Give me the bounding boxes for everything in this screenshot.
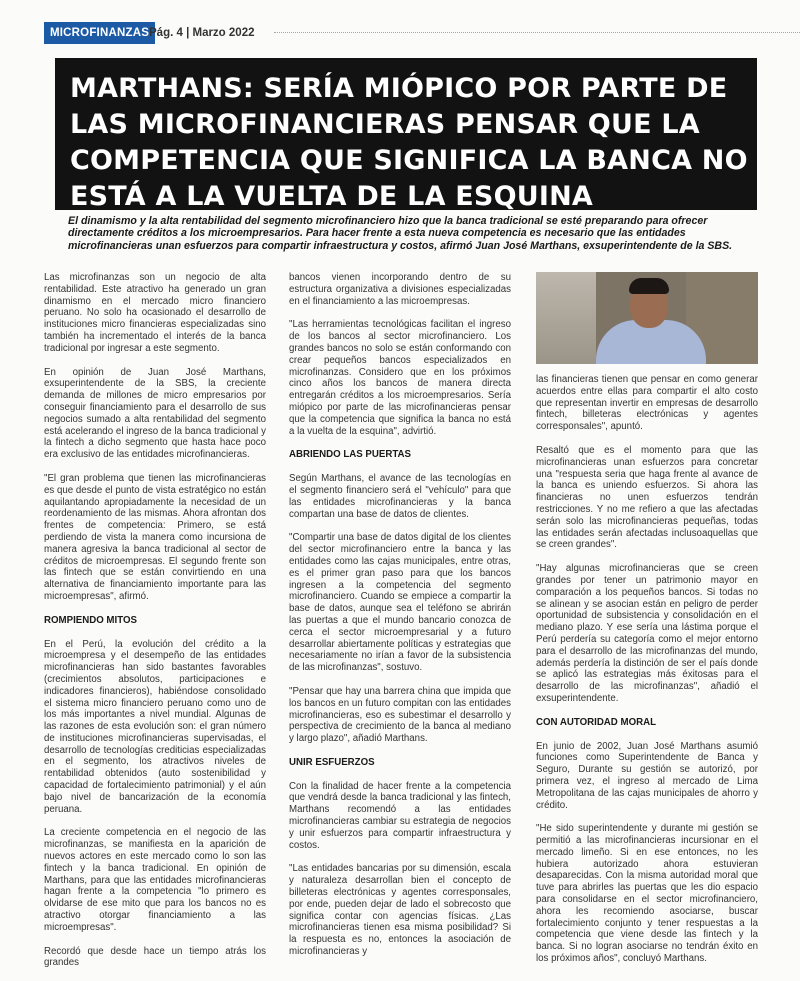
paragraph: Recordó que desde hace un tiempo atrás los grandes — [44, 945, 266, 969]
paragraph: "Compartir una base de datos digital de los clientes del sector microfinanciero entre la banca y las entidades como las cajas municipales, entre otras, es el primer gran paso para que los bancos ingresen a la competencia del segmento microfinanciero. Cuando se empiece a compartir la base de datos, aunque sea el teléfono se abrirán las puertas a que el mundo bancario conozca de cerca el sector microempresarial y a futuro desarrollar abiertamente políticas y estrategias que necesariamente no irían a favor de la subsistencia de las microfinanzas", sostuvo. — [289, 532, 511, 674]
section-heading: ABRIENDO LAS PUERTAS — [289, 449, 411, 461]
section-heading: UNIR ESFUERZOS — [289, 756, 375, 768]
section-brand-label: MICROFINANZAS — [44, 22, 155, 44]
section-heading: ROMPIENDO MITOS — [44, 614, 137, 626]
portrait-photo — [536, 272, 758, 364]
paragraph: En el Perú, la evolución del crédito a la microempresa y el desempeño de las entidades microfinancieras han sido bastantes favorables (crecimientos absolutos, participaciones e indicadores financieros), habiéndose consolidado el sistema micro financiero peruano como uno de los más importantes a nivel mundial. Algunas de las razones de esta evolución son: el gran número de instituciones microfinancieras supervisadas, el desarrollo de tecnologías crediticias especializadas en el segmento, los atractivos niveles de rentabilidad obtenidos (auto sostenibilidad y capacidad de fortalecimiento patrimonial) y el aún bajo nivel de bancarización de la economía peruana. — [44, 638, 266, 815]
paragraph: En junio de 2002, Juan José Marthans asumió funciones como Superintendente de Banca y Seguro, Durante su gestión se autorizó, por primera vez, el ingreso al mercado de Lima Metropolitana de las cajas municipales de ahorro y crédito. — [536, 740, 758, 811]
paragraph: bancos vienen incorporando dentro de su estructura organizativa a divisiones especializadas en el financiamiento a las microempresas. — [289, 272, 511, 307]
paragraph: La creciente competencia en el negocio de las microfinanzas, se manifiesta en la aparición de nuevos actores en este mercado como lo son las fintech y la banca tradicional. En opinión de Marthans, para que las entidades microfinancieras hagan frente a la competencia "lo primero es olvidarse de ese mito que para los bancos no es atractivo otorgar financiamiento a las microempresas". — [44, 827, 266, 933]
paragraph: Con la finalidad de hacer frente a la competencia que vendrá desde la banca tradicional y las fintech, Marthans recomendó a las entidades microfinancieras cambiar su estrategia de negocios y unir esfuerzos para compartir infraestructura y costos. — [289, 780, 511, 851]
paragraph: Las microfinanzas son un negocio de alta rentabilidad. Este atractivo ha generado un gran dinamismo en el mercado micro financiero peruano. No solo ha ocasionado el desarrollo de instituciones micro financieras especializadas sino también ha incrementado el interés de la banca tradicional por ingresar a este segmento. — [44, 272, 266, 354]
article-headline: MARTHANS: SERÍA MIÓPICO POR PARTE DE LAS MICROFINANCIERAS PENSAR QUE LA COMPETENCIA QUE SIGNIFICA LA BANCA NO ESTÁ A LA VUELTA DE LA ESQUINA — [70, 73, 748, 212]
section-heading: CON AUTORIDAD MORAL — [536, 716, 657, 728]
photo-person-hair — [629, 278, 669, 294]
page-header — [44, 22, 800, 44]
paragraph: "He sido superintendente y durante mi gestión se permitió a las microfinancieras incursionar en el mercado limeño. Si en ese entonces, no les hubiera autorizado ahora estuvieran desaparecidas. Con la misma autoridad moral que tuve para abrirles las puertas que les dio espacio para consolidarse en el sector microfinanciero, ahora les recomiendo asociarse, buscar fortalecimiento conjunto y tener respuestas a la competencia que viene desde las fintech y la banca. Si no logran asociarse no tendrán éxito en los próximos años", concluyó Marthans. — [536, 823, 758, 965]
paragraph: las financieras tienen que pensar en como generar acuerdos entre ellas para compartir el alto costo que representan invertir en empresas de desarrollo fintech, billeteras electrónicas y agentes corresponsales", apuntó. — [536, 374, 758, 433]
article-column-3 — [536, 374, 758, 977]
article-column-1 — [44, 272, 266, 981]
paragraph: Según Marthans, el avance de las tecnologías en el segmento financiero será el "vehículo" para que las entidades microfinancieras y la banca compartan una base de datos de clientes. — [289, 473, 511, 520]
article-column-2 — [289, 272, 511, 970]
header-divider — [274, 32, 800, 33]
paragraph: "Pensar que hay una barrera china que impida que los bancos en un futuro compitan con las entidades microfinancieras, eso es subestimar el desarrollo y perspectiva de crecimiento de la banca al mediano y largo plazo", añadió Marthans. — [289, 685, 511, 745]
paragraph: "El gran problema que tienen las microfinancieras es que desde el punto de vista estratégico no están aquilantando apropiadamente la necesidad de un reordenamiento de las mismas. Ahora afrontan dos frentes de competencia: Primero, se está perdiendo de vista la manera como incursiona de manera agresiva la banca tradicional al sector de créditos de microempresas. El segundo frente son las fintech que se están convirtiendo en una alternativa de financiamiento importante para las microempresas", afirmó. — [44, 472, 266, 602]
article-lede: El dinamismo y la alta rentabilidad del segmento microfinanciero hizo que la banca tradicional se esté preparando para ofrecer directamente créditos a los microempresarios. Para hacer frente a esta nueva competencia es necesario que las entidades microfinancieras unan esfuerzos para compartir infraestructura y costos, afirmó Juan José Marthans, exsuperintendente de la SBS. — [68, 215, 733, 252]
paragraph: "Las entidades bancarias por su dimensión, escala y naturaleza desarrollan bien el concepto de billeteras electrónicas y agentes corresponsales, por ende, pueden dejar de lado el sobrecosto que significa contar con agencias físicas. ¿Las microfinancieras tienen esa misma posibilidad? Si la respuesta es no, entonces la asociación de microfinancieras y — [289, 863, 511, 958]
photo-window — [536, 272, 596, 364]
paragraph: "Las herramientas tecnológicas facilitan el ingreso de los bancos al sector microfinanciero. Los grandes bancos no solo se están conformando con crear pequeños bancos especializados en microfinanzas. Considero que en los próximos cinco años los bancos de manera directa entregarán créditos a los microempresarios. Sería miópico por parte de las microfinancieras pensar que la competencia que significa la banca no está a la vuelta de la esquina", advirtió. — [289, 319, 511, 437]
paragraph: "Hay algunas microfinancieras que se creen grandes por tener un patrimonio mayor en comparación a los pequeños bancos. Si todas no se alinean y se asocian están en peligro de perder oportunidad de subsistencia y consolidación en el mediano plazo. Y ese sería una lástima porque el Perú perdería su categoría como el mejor entorno para el desarrollo de las microfinanzas del mundo, además perdería la distinción de ser el país donde se aplicó las estrategias más éxitosas para el desarrollo de las microfinanzas", añadió el exsuperintendente. — [536, 563, 758, 704]
paragraph: En opinión de Juan José Marthans, exsuperintendente de la SBS, la creciente demanda de millones de micro empresarios por conseguir financiamiento para el desarrollo de sus negocios sumado a alta rentabilidad del segmento está acelerando el ingreso de la banca tradicional y la fintech a dicho segmento que hasta hace poco era exclusivo de las entidades microfinancieras. — [44, 366, 266, 461]
page-issue-label: Pág. 4 | Marzo 2022 — [149, 27, 255, 39]
paragraph: Resaltó que es el momento para que las microfinancieras unan esfuerzos para concretar una "respuesta seria que haga frente al avance de la banca es uniendo esfuerzos. Si ahora las financieras no unen esfuerzos tendrán restricciones. Y no me refiero a que las afectadas serán solo las microfinancieras pequeñas, todas las entidades serán afectadas inclusoaquellas que se creen grandes". — [536, 444, 758, 551]
